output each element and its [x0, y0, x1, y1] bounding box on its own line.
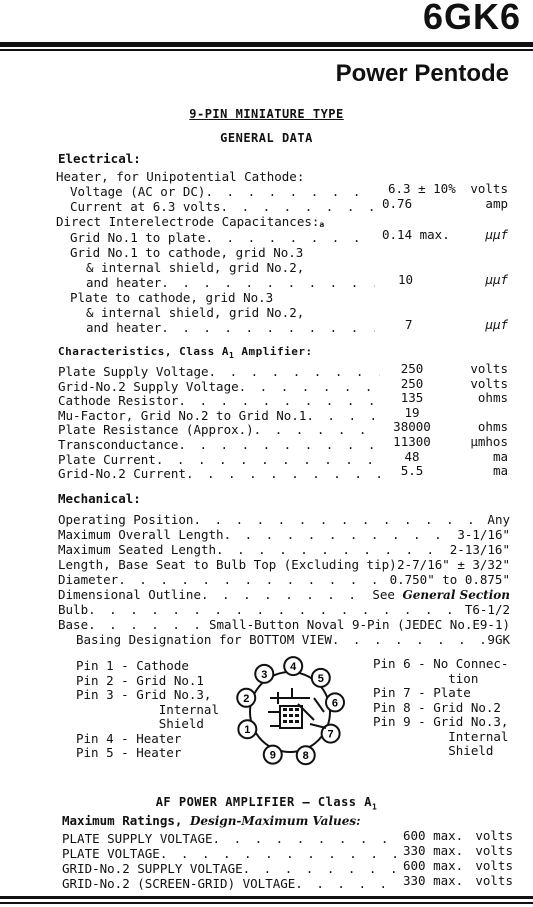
capacitances-heading: Direct Interelectrode Capacitances: $_a$ — [56, 214, 325, 229]
heater-current-unit: amp — [485, 196, 508, 211]
characteristic-row — [58, 379, 380, 394]
characteristic-value: 48 — [404, 448, 420, 464]
mechanical-heading: Mechanical: — [58, 491, 141, 506]
characteristic-value: 11300 — [393, 434, 431, 449]
mechanical-value: T6-1/2 — [464, 602, 510, 617]
max-rating-label: PLATE VOLTAGE — [62, 846, 160, 861]
pin-description-right: tion — [373, 670, 479, 686]
max-rating-row — [62, 831, 397, 846]
characteristic-unit: ohms — [477, 419, 508, 435]
mechanical-row — [58, 602, 510, 617]
pin-number: 1 — [244, 724, 251, 737]
header-rule-top — [0, 42, 533, 47]
max-rating-row — [62, 876, 397, 891]
mechanical-label: Dimensional Outline — [58, 587, 201, 602]
cap-plate-cathode-value: 7 — [405, 317, 413, 332]
max-rating-value: 330 max. — [403, 873, 464, 888]
pin-circle — [238, 720, 256, 738]
cap-plate-cathode-line3: and heater . . . — [86, 320, 375, 335]
pin-description-right: Pin 6 - No Connec- — [373, 656, 509, 671]
characteristic-row — [58, 466, 380, 481]
characteristic-unit: volts — [470, 375, 508, 391]
cap-g1-cathode-line3: and heater . . . — [86, 275, 375, 290]
cap-g1-cathode-line1: Grid No.1 to cathode, grid No.3 — [70, 245, 304, 260]
heater-voltage-value: 6.3 ± 10% — [388, 181, 456, 196]
header-rule-bottom — [0, 49, 533, 51]
heater-current-row: Current at 6.3 volts . . . — [70, 199, 375, 214]
mechanical-label: Maximum Seated Length — [58, 542, 217, 557]
characteristic-row — [58, 422, 380, 437]
pin-description-left: Pin 1 - Cathode — [76, 658, 189, 673]
max-ratings-heading: Maximum Ratings, Design-Maximum Values: — [62, 813, 361, 828]
characteristic-row — [58, 364, 380, 379]
mechanical-row — [58, 572, 510, 587]
mechanical-value: 3-1/16" — [457, 527, 510, 542]
characteristic-row — [58, 408, 380, 423]
heater-heading: Heater, for Unipotential Cathode: — [56, 169, 305, 184]
pin-description-left: Pin 3 - Grid No.3, — [76, 687, 212, 702]
max-rating-value: 600 max. — [403, 828, 464, 843]
pin-number: 4 — [290, 661, 297, 674]
cap-g1-cathode-value: 10 — [398, 272, 414, 287]
pin-number: 9 — [269, 749, 276, 762]
pin-number: 2 — [243, 692, 250, 705]
general-data-heading: GENERAL DATA — [220, 131, 313, 145]
cap-plate-cathode-unit: μμf — [485, 317, 508, 332]
max-rating-unit: volts — [475, 828, 513, 843]
heater-voltage-row: Voltage (AC or DC) . . . — [70, 184, 375, 199]
basing-diagram — [222, 650, 358, 770]
heater-voltage-unit: volts — [470, 181, 508, 196]
pin-description-right: Internal — [373, 728, 509, 744]
cap-g1-cathode-unit: μμf — [485, 272, 508, 287]
mechanical-row — [58, 542, 510, 557]
max-rating-unit: volts — [475, 873, 513, 888]
cap-g1-plate-unit: μμf — [485, 227, 508, 242]
characteristic-label: Plate Current — [58, 451, 156, 467]
pin-circle — [284, 657, 302, 675]
af-amplifier-heading: AF POWER AMPLIFIER — Class $A_1$ — [155, 795, 378, 812]
max-rating-label: PLATE SUPPLY VOLTAGE — [62, 831, 213, 846]
grid-dots — [283, 708, 299, 723]
pin-description-right: Pin 8 - Grid No.2 — [373, 699, 501, 715]
pin-circle — [264, 746, 282, 764]
max-ratings-subheading: Design-Maximum Values: — [189, 814, 361, 828]
base-type-heading: 9-PIN MINIATURE TYPE — [189, 107, 344, 121]
pin-circle — [237, 689, 255, 707]
mechanical-value: Any — [487, 512, 510, 527]
characteristic-unit: ma — [492, 463, 508, 479]
characteristic-unit: ma — [492, 448, 508, 464]
characteristic-value: 5.5 — [400, 463, 424, 479]
characteristic-row — [58, 437, 380, 452]
mechanical-row — [58, 512, 510, 527]
mechanical-row — [58, 557, 510, 572]
max-rating-value: 600 max. — [403, 858, 464, 873]
characteristic-label: Grid-No.2 Supply Voltage — [58, 378, 239, 394]
tube-type-title: 6GK6 — [422, 0, 521, 37]
characteristic-unit: μmhos — [470, 434, 508, 449]
mechanical-row — [58, 617, 510, 632]
cap-g1-plate-value: 0.14 max. — [382, 227, 450, 242]
mechanical-value: 2-13/16" — [449, 542, 510, 557]
mechanical-label: Length, Base Seat to Bulb Top (Excluding tip) — [58, 557, 397, 572]
characteristic-value: 19 — [404, 404, 420, 420]
max-rating-label: GRID-No.2 SUPPLY VOLTAGE — [62, 861, 243, 876]
footer-rule-bottom — [0, 902, 533, 904]
max-rating-value: 330 max. — [403, 843, 464, 858]
mechanical-label: Base — [58, 617, 89, 632]
pin-description-left: Shield — [76, 716, 204, 731]
pin-number: 3 — [261, 668, 268, 681]
capacitances-note: a — [319, 220, 325, 229]
cap-plate-cathode-line2: & internal shield, grid No.2, — [86, 305, 305, 320]
pin-number: 7 — [327, 728, 334, 741]
characteristic-value: 135 — [400, 390, 424, 406]
mechanical-label: Diameter — [58, 572, 119, 587]
characteristic-unit: volts — [470, 361, 508, 376]
characteristic-unit: ohms — [477, 390, 508, 406]
pin-description-left: Pin 2 - Grid No.1 — [76, 672, 204, 688]
pin-circle — [297, 746, 315, 764]
cap-g1-plate-row: Grid No.1 to plate . . . — [70, 230, 375, 245]
pin-description-right: Pin 9 - Grid No.3, — [373, 714, 509, 729]
cap-plate-cathode-line1: Plate to cathode, grid No.3 — [70, 290, 274, 305]
pin-number: 5 — [317, 672, 324, 685]
mechanical-label: Maximum Overall Length — [58, 527, 224, 542]
pin-description-left: Internal — [76, 701, 219, 717]
characteristic-value: 38000 — [393, 419, 431, 435]
mechanical-value: Small-Button Noval 9-Pin (JEDEC No.E9-1) — [208, 617, 510, 632]
max-rating-row — [62, 846, 397, 861]
mechanical-row — [58, 587, 510, 602]
max-rating-label: GRID-No.2 (SCREEN-GRID) VOLTAGE — [62, 876, 296, 891]
max-rating-row — [62, 861, 397, 876]
mechanical-label: Basing Designation for BOTTOM VIEW — [76, 632, 332, 647]
mechanical-value: 0.750" to 0.875" — [389, 572, 510, 587]
characteristic-value: 250 — [400, 375, 424, 391]
characteristic-label: Transconductance — [58, 437, 179, 452]
max-rating-unit: volts — [475, 858, 513, 873]
characteristic-label: Plate Resistance (Approx.) — [58, 422, 254, 438]
characteristic-label: Plate Supply Voltage — [58, 364, 209, 379]
characteristic-value: 250 — [400, 361, 424, 376]
characteristic-label: Grid-No.2 Current — [58, 466, 186, 482]
cap-g1-cathode-line2: & internal shield, grid No.2, — [86, 260, 305, 275]
pin-description-right: Shield — [373, 743, 494, 758]
characteristic-row — [58, 452, 380, 467]
heater-current-value: 0.76 — [382, 196, 413, 211]
mechanical-label: Operating Position — [58, 512, 194, 527]
pin-description-left: Pin 5 - Heater — [76, 745, 182, 760]
characteristic-label: Cathode Resistor — [58, 393, 179, 409]
mechanical-value: See General Section — [372, 587, 510, 602]
mechanical-label: Bulb — [58, 602, 89, 617]
mechanical-value: 9GK — [487, 632, 510, 647]
characteristics-heading: Characteristics, Class $A_1$ Amplifier: — [58, 345, 313, 361]
mechanical-row — [58, 527, 510, 542]
footer-rule-top — [0, 896, 533, 899]
pin-number: 6 — [331, 697, 339, 710]
pin-number: 8 — [302, 750, 309, 763]
pin-circle — [255, 665, 273, 683]
max-rating-unit: volts — [475, 843, 513, 858]
pin-description-right: Pin 7 - Plate — [373, 685, 471, 700]
characteristic-row — [58, 393, 380, 408]
characteristic-label: Mu-Factor, Grid No.2 to Grid No.1 — [58, 407, 307, 423]
pin-description-left: Pin 4 - Heater — [76, 730, 182, 746]
mechanical-row — [76, 632, 510, 647]
pin-circle — [326, 693, 344, 711]
electrical-heading: Electrical: — [58, 151, 141, 166]
pin-circle — [312, 669, 330, 687]
mechanical-value: 2-7/16" ± 3/32" — [397, 557, 510, 572]
tube-subtitle: Power Pentode — [335, 60, 509, 87]
